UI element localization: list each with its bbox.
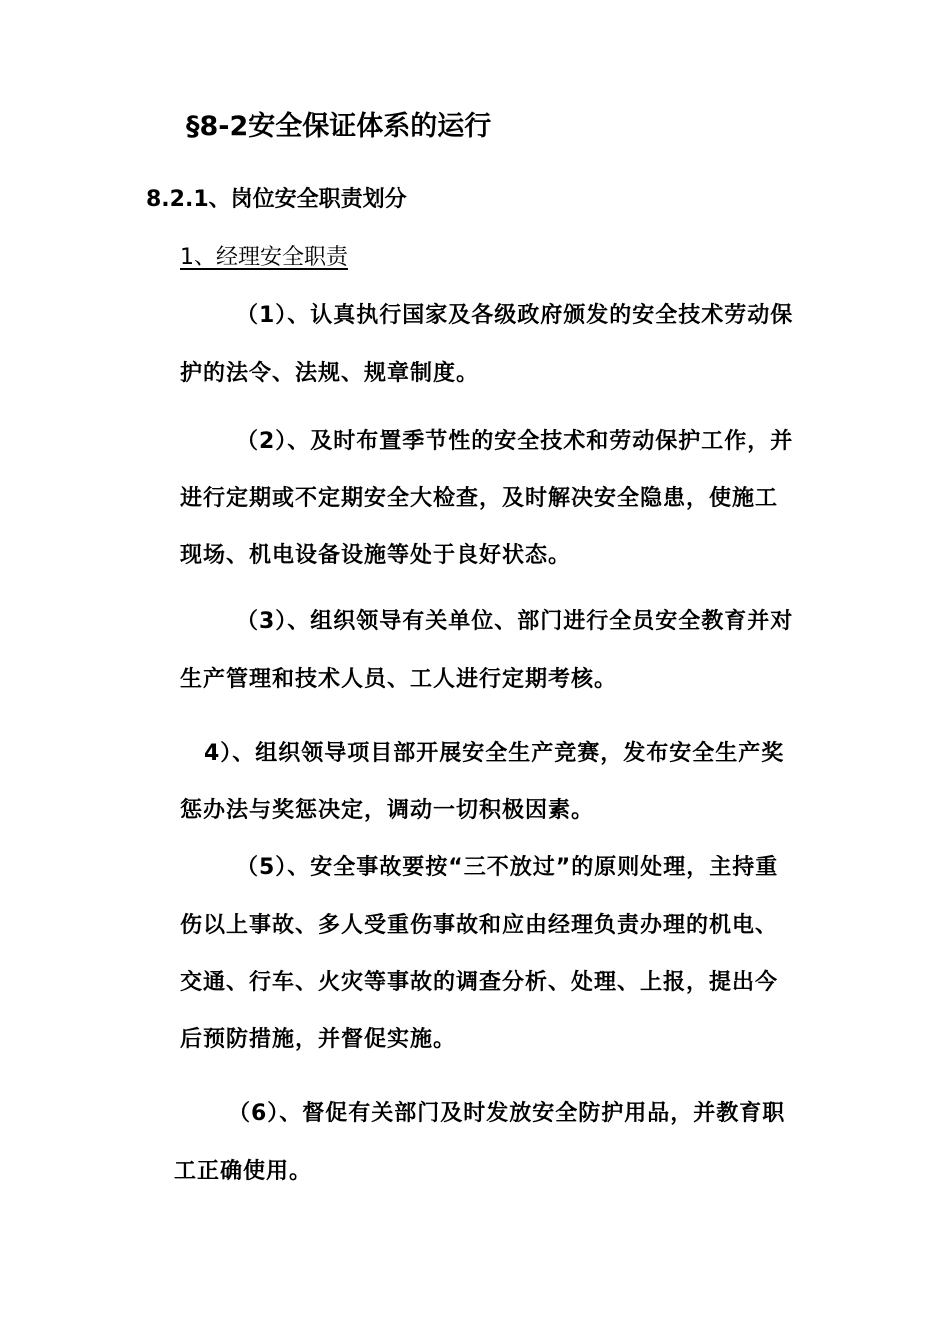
subsection-heading: 1、经理安全职责 <box>180 245 348 270</box>
page-title: §8-2安全保证体系的运行 <box>186 111 492 142</box>
paragraph-line: （5）、安全事故要按“三不放过”的原则处理，主持重 <box>236 855 779 880</box>
paragraph-line: （1）、认真执行国家及各级政府颁发的安全技术劳动保 <box>236 303 794 328</box>
paragraph-line: 生产管理和技术人员、工人进行定期考核。 <box>180 667 618 692</box>
paragraph-line: （2）、及时布置季节性的安全技术和劳动保护工作，并 <box>236 429 794 454</box>
paragraph-line: 惩办法与奖惩决定，调动一切积极因素。 <box>180 798 595 823</box>
paragraph-line: （6）、督促有关部门及时发放安全防护用品，并教育职 <box>228 1101 786 1126</box>
paragraph-line: 工正确使用。 <box>174 1159 313 1184</box>
section-heading: 8.2.1、岗位安全职责划分 <box>146 187 407 212</box>
paragraph-line: 进行定期或不定期安全大检查，及时解决安全隐患，使施工 <box>180 486 779 511</box>
paragraph-line: （3）、组织领导有关单位、部门进行全员安全教育并对 <box>236 609 794 634</box>
paragraph-line: 现场、机电设备设施等处于良好状态。 <box>180 543 572 568</box>
paragraph-line: 4）、组织领导项目部开展安全生产竞赛，发布安全生产奖 <box>204 741 785 766</box>
paragraph-line: 护的法令、法规、规章制度。 <box>180 361 480 386</box>
paragraph-line: 伤以上事故、多人受重伤事故和应由经理负责办理的机电、 <box>180 913 779 938</box>
paragraph-line: 交通、行车、火灾等事故的调查分析、处理、上报，提出今 <box>180 970 779 995</box>
paragraph-line: 后预防措施，并督促实施。 <box>180 1027 457 1052</box>
